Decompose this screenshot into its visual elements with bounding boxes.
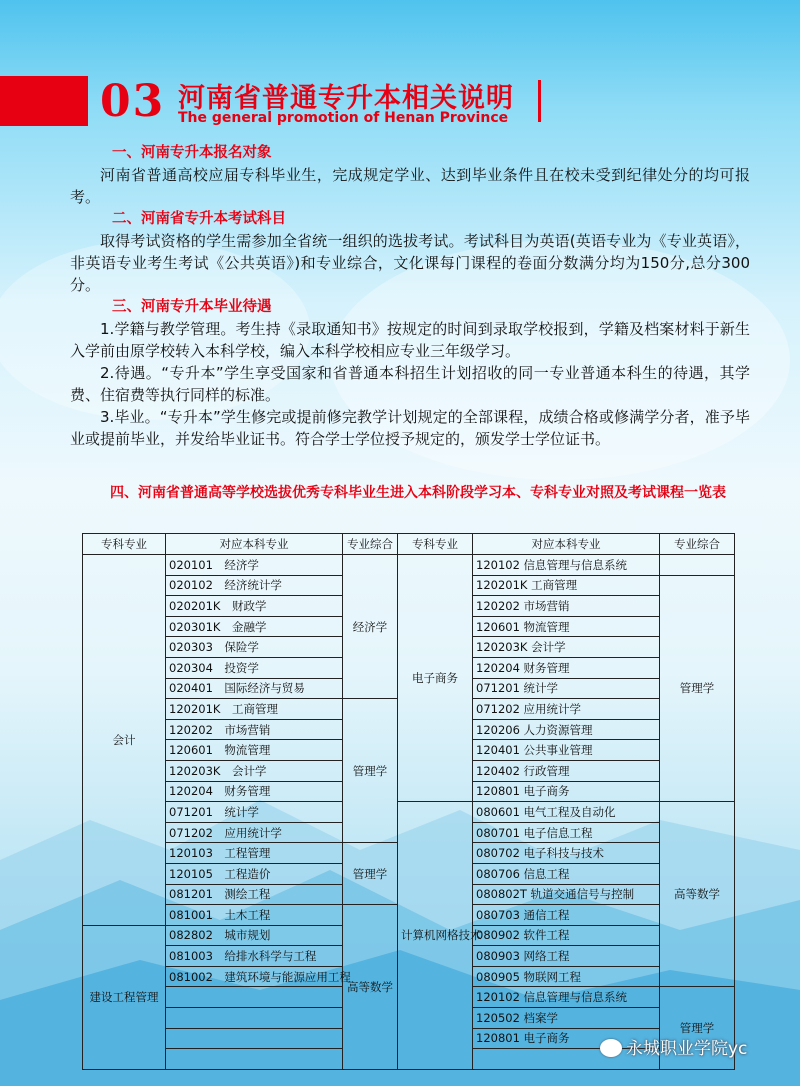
header-cell: 对应本科专业: [166, 534, 343, 555]
right-major-cell: 080702 电子科技与技术: [473, 843, 660, 864]
left-major-cell: [166, 1008, 343, 1029]
right-major-cell: 120102 信息管理与信息系统: [473, 555, 660, 576]
left-major-cell: 020201K 财政学: [166, 596, 343, 617]
left-major-cell: 081002 建筑环境与能源应用工程: [166, 966, 343, 987]
left-major-cell: 120103 工程管理: [166, 843, 343, 864]
left-major-cell: 081003 给排水科学与工程: [166, 946, 343, 967]
section-header: [0, 72, 800, 132]
table-body: [83, 555, 735, 1070]
right-major-cell: 120502 档案学: [473, 1008, 660, 1029]
right-major-cell: 080802T 轨道交通信号与控制: [473, 884, 660, 905]
paragraph-s1: 河南省普通高校应届专科毕业生，完成规定学业、达到毕业条件且在校未受到纪律处分的均可报考。: [70, 166, 750, 206]
paragraph-s3-1: 1.学籍与教学管理。考生持《录取通知书》按规定的时间到录取学校报到，学籍及档案材料于新生入学前由原学校转入本科学校，编入本科学校相应专业三年级学习。: [70, 320, 750, 360]
header-cell: 对应本科专业: [473, 534, 660, 555]
right-major-cell: 080905 物联网工程: [473, 966, 660, 987]
paragraph-s2: 取得考试资格的学生需参加全省统一组织的选拔考试。考试科目为英语(英语专业为《专业英语》，非英语专业考生考试《公共英语》)和专业综合，文化课每门课程的卷面分数满分均为150分,总分300分。: [70, 232, 750, 294]
right-major-cell: 120204 财务管理: [473, 657, 660, 678]
right-major-group: 电子商务: [398, 555, 473, 802]
right-major-cell: 120201K 工商管理: [473, 575, 660, 596]
left-major-cell: [166, 987, 343, 1008]
right-major-cell: 080601 电气工程及自动化: [473, 802, 660, 823]
left-major-cell: 020303 保险学: [166, 637, 343, 658]
left-major-cell: [166, 1049, 343, 1070]
right-major-cell: 120801 电子商务: [473, 781, 660, 802]
description-body: [70, 142, 750, 450]
left-major-cell: 081001 土木工程: [166, 905, 343, 926]
heading-s1: 一、河南专升本报名对象: [112, 145, 272, 161]
left-major-group: 建设工程管理: [83, 925, 166, 1069]
left-major-cell: 120202 市场营销: [166, 719, 343, 740]
header-cell: 专业综合: [343, 534, 398, 555]
right-major-cell: 120801 电子商务: [473, 1028, 660, 1049]
right-major-group: 计算机网格技术: [398, 802, 473, 1070]
right-major-cell: 120402 行政管理: [473, 760, 660, 781]
right-major-cell: 080701 电子信息工程: [473, 822, 660, 843]
left-subject-cell: 管理学: [343, 699, 398, 843]
right-major-cell: 071202 应用统计学: [473, 699, 660, 720]
left-major-cell: 020301K 金融学: [166, 616, 343, 637]
left-major-cell: 020102 经济统计学: [166, 575, 343, 596]
table-header-row: [83, 534, 735, 555]
left-major-cell: 081201 测绘工程: [166, 884, 343, 905]
header-red-bar: [0, 76, 88, 126]
left-major-cell: 120203K 会计学: [166, 760, 343, 781]
wechat-icon: [600, 1039, 622, 1057]
right-major-cell: 080903 网络工程: [473, 946, 660, 967]
header-cell: 专业综合: [660, 534, 735, 555]
right-major-cell: 120206 人力资源管理: [473, 719, 660, 740]
right-subject-cell: 管理学: [660, 575, 735, 802]
right-major-cell: 120202 市场营销: [473, 596, 660, 617]
right-major-cell: 080902 软件工程: [473, 925, 660, 946]
left-major-cell: 071202 应用统计学: [166, 822, 343, 843]
left-major-cell: 120105 工程造价: [166, 863, 343, 884]
right-subject-cell: 高等数学: [660, 802, 735, 987]
table-row: [83, 555, 735, 576]
left-major-cell: 071201 统计学: [166, 802, 343, 823]
right-major-cell: 120601 物流管理: [473, 616, 660, 637]
left-subject-cell: 经济学: [343, 555, 398, 699]
left-major-cell: 120601 物流管理: [166, 740, 343, 761]
right-major-cell: 080706 信息工程: [473, 863, 660, 884]
section-number: 03: [100, 76, 166, 127]
heading-s4: 四、河南省普通高等学校选拔优秀专科毕业生进入本科阶段学习本、专科专业对照及考试课程一览表: [110, 485, 726, 501]
major-table: [82, 533, 735, 1070]
left-subject-cell: 高等数学: [343, 905, 398, 1070]
right-major-cell: 120203K 会计学: [473, 637, 660, 658]
section-title-en: The general promotion of Henan Province: [178, 110, 509, 126]
heading-s3: 三、河南专升本毕业待遇: [112, 299, 272, 315]
paragraph-s3-2: 2.待遇。“专升本”学生享受国家和省普通本科招生计划招收的同一专业普通本科生的待遇，其学费、住宿费等执行同样的标准。: [70, 364, 750, 404]
paragraph-s3-3: 3.毕业。“专升本”学生修完或提前修完教学计划规定的全部课程，成绩合格或修满学分者，准予毕业或提前毕业，并发给毕业证书。符合学士学位授予规定的，颁发学士学位证书。: [70, 408, 750, 448]
right-major-cell: 080703 通信工程: [473, 905, 660, 926]
header-cell: 专科专业: [398, 534, 473, 555]
header-cell: 专科专业: [83, 534, 166, 555]
left-major-cell: 020401 国际经济与贸易: [166, 678, 343, 699]
right-major-cell: 071201 统计学: [473, 678, 660, 699]
header-divider: [538, 80, 541, 122]
left-major-cell: 120204 财务管理: [166, 781, 343, 802]
left-major-cell: 120201K 工商管理: [166, 699, 343, 720]
left-subject-cell: 管理学: [343, 843, 398, 905]
right-major-cell: 120401 公共事业管理: [473, 740, 660, 761]
watermark: [600, 1034, 747, 1059]
right-subject-cell: 管理学: [660, 987, 735, 1069]
watermark-text: 永城职业学院yc: [626, 1039, 748, 1059]
left-major-cell: 020101 经济学: [166, 555, 343, 576]
left-major-cell: [166, 1028, 343, 1049]
left-major-cell: 082802 城市规划: [166, 925, 343, 946]
section-title-cn: 河南省普通专升本相关说明: [178, 83, 514, 114]
right-subject-cell: [660, 555, 735, 576]
heading-s2: 二、河南省专升本考试科目: [112, 211, 286, 227]
right-major-cell: 120102 信息管理与信息系统: [473, 987, 660, 1008]
left-major-cell: 020304 投资学: [166, 657, 343, 678]
left-major-group: 会计: [83, 555, 166, 926]
table-row: [83, 802, 735, 823]
